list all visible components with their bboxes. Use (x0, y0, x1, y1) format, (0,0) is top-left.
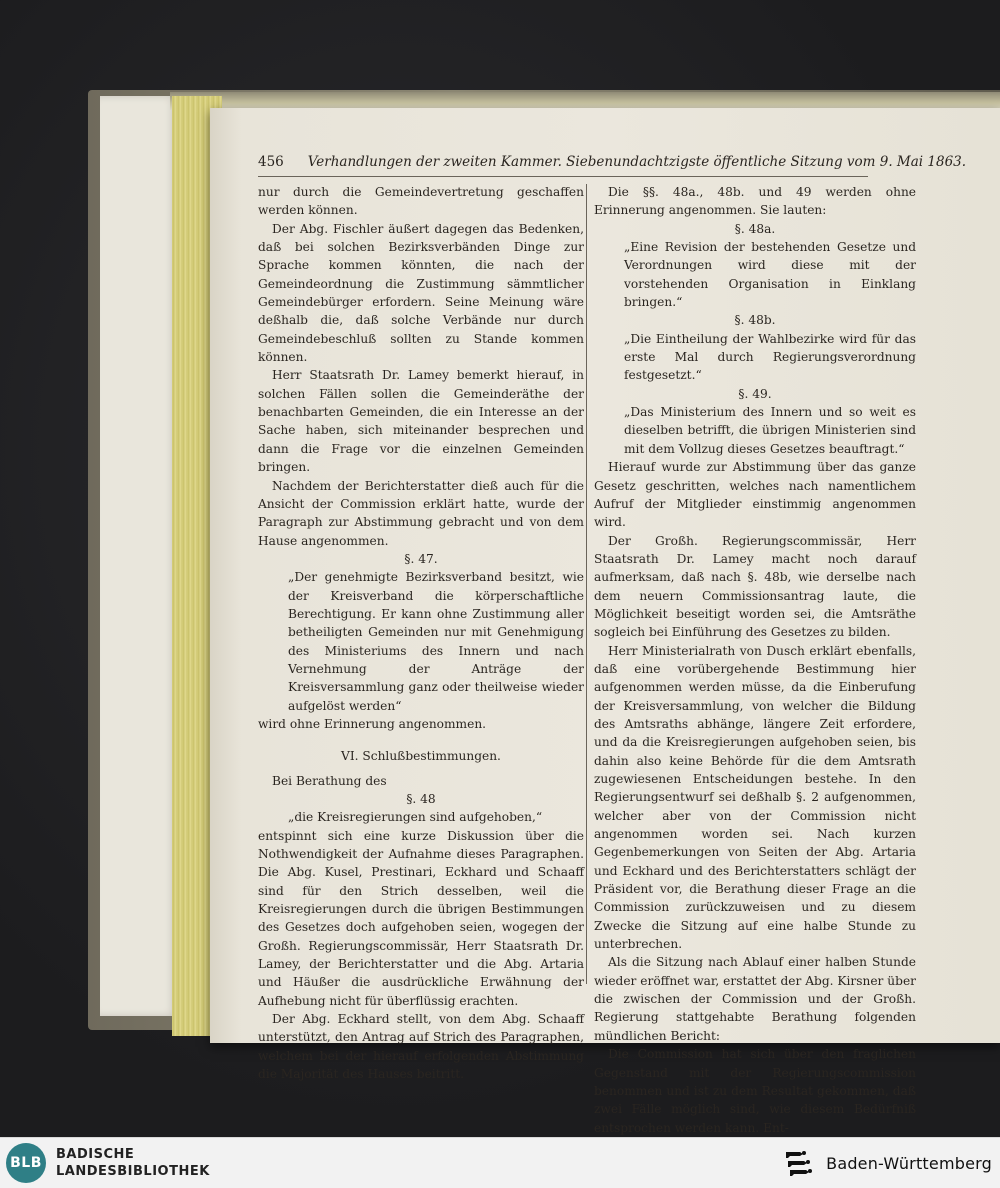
paragraph: Als die Sitzung nach Ablauf einer halben Stunde wieder eröffnet war, erstattet der Abg. Kirsner über die zwischen der Commission und der Großh. Regierung stattgehabte Berathung folgenden mündlichen Bericht: (594, 955, 916, 1043)
state-name: Baden-Württemberg (826, 1153, 992, 1173)
library-name-line2: LANDESBIBLIOTHEK (56, 1164, 210, 1179)
state-logo[interactable] (782, 1148, 992, 1178)
header-rule (258, 176, 868, 177)
paragraph: wird ohne Erinnerung angenommen. (258, 716, 487, 731)
quoted-provision: „die Kreisregierungen sind aufgehoben,“ (288, 810, 543, 825)
section-heading: §. 47. (404, 551, 438, 566)
paragraph: Der Großh. Regierungscommissär, Herr Staatsrath Dr. Lamey macht noch darauf aufmerksam, daß nach §. 48b, wie derselbe nach dem neuern Commissionsantrag laute, die Möglichkeit beseitigt worden sei, die Amtsräthe sogleich bei Einführung des Gesetzes zu bilden. (594, 533, 916, 640)
paragraph: Der Abg. Fischler äußert dagegen das Bedenken, daß bei solchen Bezirksverbänden Dinge zur Sprache kommen könnten, die nach der Gemeindeordnung die Zustimmung sämmtlicher Gemeindebürger erfordern. Seine Meinung wäre deßhalb die, daß solche Verbände nur durch Gemeindebeschluß sollten zu Stande kommen können. (258, 221, 584, 365)
quoted-provision: „Das Ministerium des Innern und so weit es dieselben betrifft, die übrigen Ministerien sind mit dem Vollzug dieses Gesetzes beauftragt.“ (624, 405, 916, 456)
quoted-provision: „Eine Revision der bestehenden Gesetze und Verordnungen wird diese mit der vorstehenden Organisation in Einklang bringen.“ (624, 240, 916, 310)
running-header (258, 154, 967, 170)
paragraph: Der Abg. Eckhard stellt, von dem Abg. Schaaff unterstützt, den Antrag auf Strich des Paragraphen, welchem bei der hierauf erfolgenden Abstimmung die Majorität des Hauses beitritt. (258, 1012, 584, 1082)
library-name-line1: BADISCHE (56, 1147, 135, 1162)
flyleaf (100, 96, 178, 1016)
page-number: 456 (258, 154, 284, 170)
paragraph: entspinnt sich eine kurze Diskussion über die Nothwendigkeit der Aufnahme dieses Paragraphen. Die Abg. Kusel, Prestinari, Eckhard und Schaaff sind für den Strich desselben, weil die Kreisregierungen durch die übrigen Bestimmungen des Gesetzes doch aufgehoben seien, wogegen der Großh. Regierungscommissär, Herr Staatsrath Dr. Lamey, der Berichterstatter und die Abg. Artaria und Häußer die ausdrückliche Erwähnung der Aufhebung nicht für überflüssig erachten. (258, 828, 584, 1008)
library-name[interactable] (56, 1146, 210, 1180)
paragraph: Nachdem der Berichterstatter dieß auch für die Ansicht der Commission erklärt hatte, wurde der Paragraph zur Abstimmung gebracht und von dem Hause angenommen. (258, 478, 584, 548)
paragraph: Herr Ministerialrath von Dusch erklärt ebenfalls, daß eine vorübergehende Bestimmung hier aufgenommen werden müsse, da die Einberufung der Kreisversammlung, von welcher die Bildung des Amtsraths abhänge, längere Zeit erfordere, und da die Kreisregierungen aufgehoben seien, bis dahin also keine Behörde für die dem Amtsrath zugewiesenen Entscheidungen bestehe. In den Regierungsentwurf sei deßhalb §. 2 aufgenommen, welcher aber von der Commission nicht angenommen worden sei. Nach kurzen Gegenbemerkungen von Seiten der Abg. Artaria und Eckhard und des Berichterstatters schlägt der Präsident vor, die Berathung dieser Frage an die Commission zurückzuweisen und zu diesem Zwecke die Sitzung auf eine halbe Stunde zu unterbrechen. (594, 643, 916, 952)
paragraph: Hierauf wurde zur Abstimmung über das ganze Gesetz geschritten, welches nach namentlichem Aufruf der Mitglieder einstimmig angenommen wird. (594, 460, 916, 530)
viewer-footer (0, 1137, 1000, 1188)
paragraph: Die §§. 48a., 48b. und 49 werden ohne Erinnerung angenommen. Sie lauten: (594, 185, 916, 218)
paragraph: nur durch die Gemeindevertretung geschaffen werden können. (258, 185, 584, 218)
paragraph: Die Commission hat sich über den fraglichen Gegenstand mit der Regierungscommission benommen und ist zu dem Resultat gekommen, daß zwei Fälle möglich sind, wie diesem Bedürfniß entsprochen werden kann. Ent- (594, 1047, 916, 1135)
quoted-provision: „Die Eintheilung der Wahlbezirke wird für das erste Mal durch Regierungsverordnung festgesetzt.“ (624, 331, 916, 383)
quoted-provision: „Der genehmigte Bezirksverband besitzt, wie der Kreisverband die körperschaftliche Berechtigung. Er kann ohne Zustimmung aller betheiligten Gemeinden nur mit Genehmigung des Ministeriums des Innern und nach Vernehmung der Anträge der Kreisversammlung ganz oder theilweise wieder aufgelöst werden“ (288, 570, 584, 713)
right-column (594, 183, 916, 1137)
blb-logo[interactable]: BLB (6, 1143, 46, 1183)
section-heading: §. 49. (738, 386, 772, 401)
section-heading: §. 48b. (734, 313, 776, 328)
chapter-heading: VI. Schlußbestimmungen. (341, 749, 501, 764)
three-lions-icon (782, 1148, 818, 1178)
column-separator (586, 184, 587, 984)
paragraph: Herr Staatsrath Dr. Lamey bemerkt hierauf, in solchen Fällen sollen die Gemeinderäthe der benachbarten Gemeinden, die ein Interesse an der Sache haben, sich miteinander besprechen und dann die Frage vor die einzelnen Gemeinden bringen. (258, 368, 584, 475)
section-heading: §. 48a. (734, 221, 776, 236)
section-heading: §. 48 (406, 792, 436, 806)
left-column (258, 183, 584, 1084)
paragraph: Bei Berathung des (272, 773, 387, 788)
running-title: Verhandlungen der zweiten Kammer. Siebenundachtzigste öffentliche Sitzung vom 9. Mai 1863. (307, 154, 967, 170)
